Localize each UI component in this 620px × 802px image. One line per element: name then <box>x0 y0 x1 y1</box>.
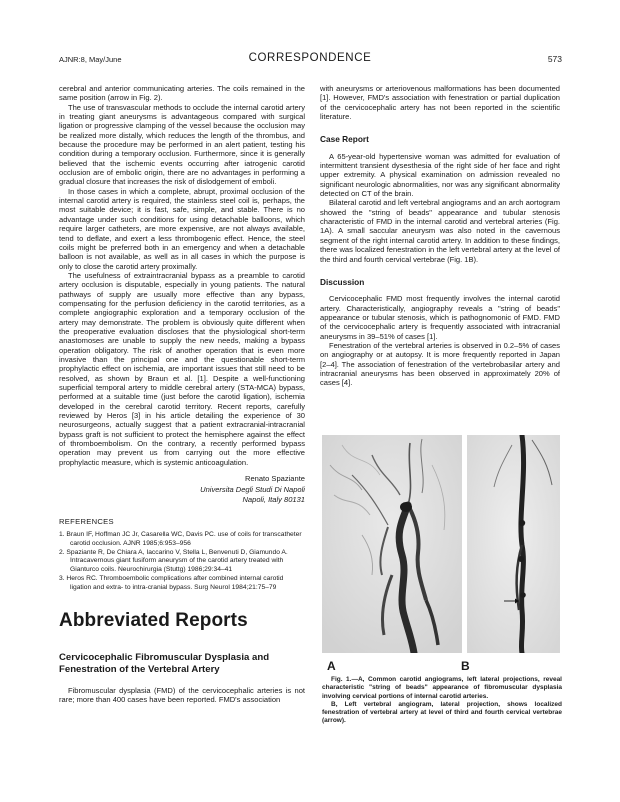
discussion-heading: Discussion <box>320 276 365 287</box>
references-heading: REFERENCES <box>59 516 114 526</box>
article-title: Cervicocephalic Fibromuscular Dysplasia and Fenestration of the Vertebral Artery <box>59 652 270 676</box>
journal-citation: AJNR:8, May/June <box>59 55 122 64</box>
section-title: CORRESPONDENCE <box>248 52 372 64</box>
caption-part-b: B, Left vertebral angiogram, lateral projection, shows localized fenestration of vertebral artery at level of third and fourth cervical vertebrae (arrow). <box>322 700 562 725</box>
paragraph: The usefulness of extraintracranial bypass as a preamble to carotid artery occlusion is disputable, especially in young patients. The natural pathways of supply are usually more effective than any bypass, compensating for the perfusion deficiency in the carotid territories, as a complete angiographic exploration and a temporary occlusion of the artery may demonstrate. The problem is obviously quite different when the preoperative evaluation discloses that the physiological short-term anastomoses are unable to supply the new needs, making a bypass operation obligatory. The risk of another operation that is even more invasive than the principal one and the questionable short-term prophylactic effect on ischemia, are important issues that still need to be resolved, as shown by Braun et al. [1]. Despite a well-functioning superficial temporal artery to middle cerebral artery (STA-MCA) bypass, performed at a suitable time (just before the carotid ligation), ischemia developed in the cerebral carotid territory. Recent reports, carefully reviewed by Heros [3] in his article detailing the experience of 30 neurosurgeons, actually suggest that a patient extracranial-intracranial bypass graft is not sufficient to protect the hemisphere against the effect of thromboembolism. On the contrary, a recently performed bypass operation may prevent us from carrying out the more effective prophylactic measure, which is systemic anticoagulation. <box>59 270 305 467</box>
paragraph: with aneurysms or arteriovenous malformations has been documented [1]. However, FMD's association with fenestration or partial duplication of the cervicocephalic artery has not been reported in the scientific literature. <box>320 84 560 122</box>
paragraph: In those cases in which a complete, abrupt, proximal occlusion of the internal carotid artery is required, the stainless steel coil is, perhaps, the most suitable device; it is fast, safe, simple, and stable. There is no advantage under such conditions for using detachable balloons, which require larger catheters, are more expensive, are not always available, tend to deflate, and exert a less thrombogenic effect. Hence, the steel coils might be preferred both in an emergency and when a detachable balloon is not available, as well as in all cases in which the purpose is only to close the carotid artery proximally. <box>59 186 305 271</box>
paragraph: Fenestration of the vertebral arteries is observed in 0.2–5% of cases on angiography or at autopsy. It is more frequently reported in Japan [2–4]. The association of fenestration of the vertebrobasilar artery and intracranial aneurysms has been observed in approximately 20% of cases [4]. <box>320 340 560 388</box>
angiogram-panel-b <box>467 435 560 653</box>
figure-label-b: B <box>461 659 470 673</box>
angiogram-figure <box>322 435 560 653</box>
reference-item: 2. Spaziante R, De Chiara A, Iaccarino V, Stella L, Benvenuti D, Giamundo A. Intracavernous giant fusiform aneurysm of the carotid artery treated with Gianturco coils. Neurochirurgia (Stuttg) 1986;29:34–41 <box>59 548 288 573</box>
author-institution: Universita Degli Studi Di Napoli <box>200 484 305 494</box>
paragraph: Bilateral carotid and left vertebral angiograms and an arch aortogram showed the "string of beads" appearance and tubular stenosis characteristic of FMD in the internal carotid and vertebral arteries (Fig. 1A). A small saccular aneurysm was also noted in the cavernous segment of the right internal carotid artery. In addition to these findings, there was localized fenestration in the left vertebral artery at the level of the third and fourth cervical vertebrae (Fig. 1B). <box>320 198 560 264</box>
paragraph: The use of transvascular methods to occlude the internal carotid artery in treating giant aneurysms is advantageous compared with surgical ligation or progressive clamping of the vessel because the occlusion may be realized more distally, which reduces the length of the thrombus, and because the procedure may be performed in an alert patient, testing his condition during a temporary occlusion. Furthermore, since it is generally believed that the ischemic events occurring after iatrogenic carotid occlusion are of embolic origin, there are no advantages in performing a gradual closure that increases the risk of dislodgement of emboli. <box>59 102 305 187</box>
abbreviated-reports-heading: Abbreviated Reports <box>59 610 248 632</box>
reference-item: 3. Heros RC. Thromboembolic complications after combined internal carotid ligation and extra- to intra-cranial bypass. Surg Neurol 1984;21:75–79 <box>59 574 284 591</box>
paragraph: cerebral and anterior communicating arteries. The coils remained in the same position (arrow in Fig. 2). <box>59 84 305 103</box>
left-column <box>59 84 305 705</box>
figure-label-a: A <box>327 659 336 673</box>
page-number: 573 <box>547 54 562 64</box>
author-name: Renato Spaziante <box>245 474 305 484</box>
figure-caption <box>322 676 562 726</box>
reference-item: 1. Braun IF, Hoffman JC Jr, Casarella WC, Davis PC. use of coils for transcatheter carotid occlusion. AJNR 1985;6:953–956 <box>59 530 302 547</box>
right-column <box>320 84 560 388</box>
paragraph: Cervicocephalic FMD most frequently involves the internal carotid artery. Characteristically, angiography reveals a "string of beads" appearance or tubular stenosis, which is pathognomonic of FMD. FMD of the cervicocephalic artery is frequently associated with intracranial aneurysms in 39–51% of cases [1]. <box>320 294 560 341</box>
paragraph: Fibromuscular dysplasia (FMD) of the cervicocephalic arteries is not rare; more than 400 cases have been reported. FMD's association <box>59 686 305 705</box>
caption-part-a: Fig. 1.—A, Common carotid angiograms, left lateral projections, reveal characteristic "string of beads" appearance of fibromuscular dysplasia involving cervical portions of internal carotid arteries. <box>322 676 562 700</box>
case-report-heading: Case Report <box>320 134 369 145</box>
angiogram-panel-a <box>322 435 462 653</box>
author-city: Napoli, Italy 80131 <box>242 495 305 505</box>
paragraph: A 65-year-old hypertensive woman was admitted for evaluation of intermittent transient dysesthesia of the right side of her face and right upper extremity. A physical examination on admission revealed no significant neurologic abnormalities, nor was any significant abnormality detected on CT of the brain. <box>320 151 560 199</box>
references-list <box>59 531 305 592</box>
angiogram-images <box>322 435 560 653</box>
signature-block <box>59 474 305 506</box>
